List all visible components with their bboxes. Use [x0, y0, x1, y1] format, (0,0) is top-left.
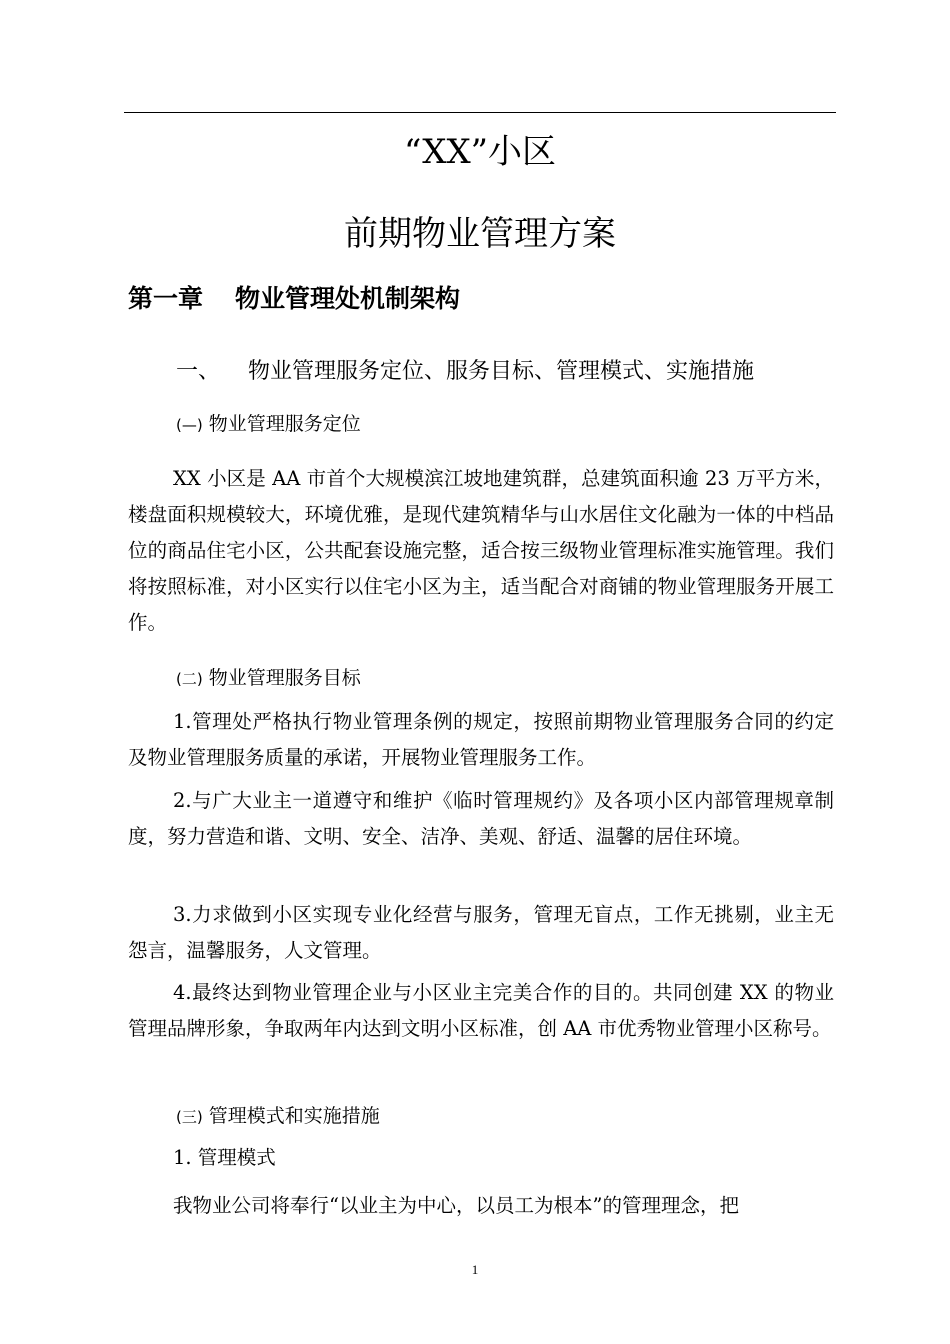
subsection-title: 管理模式和实施措施 — [208, 1105, 380, 1127]
section-title: 物业管理服务定位、服务目标、管理模式、实施措施 — [248, 359, 755, 384]
subsection-title: 物业管理服务目标 — [208, 667, 361, 689]
subsection-heading-3 — [176, 1103, 380, 1130]
subsection-heading-1 — [176, 411, 361, 438]
subsection-heading-2 — [176, 665, 361, 692]
document-title-line1: “XX”小区 — [403, 132, 557, 172]
chapter-title: 物业管理处机制架构 — [235, 284, 461, 313]
goal-item-4: 4.最终达到物业管理企业与小区业主完美合作的目的。共同创建 XX 的物业管理品牌形象，争取两年内达到文明小区标准，创 AA 市优秀物业管理小区称号。 — [128, 981, 834, 1040]
subsection-title: 物业管理服务定位 — [208, 413, 361, 435]
chapter-number: 第一章 — [128, 284, 204, 313]
document-title-line2: 前期物业管理方案 — [344, 214, 616, 254]
page-number: 1 — [471, 1262, 479, 1277]
goal-item-3: 3.力求做到小区实现专业化经营与服务，管理无盲点，工作无挑剔，业主无怨言，温馨服务，人文管理。 — [128, 903, 834, 962]
subsection-prefix: (二) — [176, 670, 203, 688]
goal-item-2: 2.与广大业主一道遵守和维护《临时管理规约》及各项小区内部管理规章制度，努力营造和谐、文明、安全、洁净、美观、舒适、温馨的居住环境。 — [128, 789, 834, 848]
item-management-mode: 1. 管理模式 — [173, 1146, 276, 1169]
section-heading — [176, 356, 754, 388]
goal-item-1: 1.管理处严格执行物业管理条例的规定，按照前期物业管理服务合同的约定及物业管理服务质量的承诺，开展物业管理服务工作。 — [128, 710, 834, 769]
paragraph-management-concept: 我物业公司将奉行“以业主为中心，以员工为根本”的管理理念，把 — [173, 1194, 739, 1217]
chapter-heading — [128, 282, 460, 316]
subsection-prefix: (三) — [176, 1108, 203, 1126]
subsection-prefix: (—) — [176, 416, 203, 434]
paragraph-positioning: XX 小区是 AA 市首个大规模滨江坡地建筑群，总建筑面积逾 23 万平方米，楼盘面积规模较大，环境优雅，是现代建筑精华与山水居住文化融为一体的中档品位的商品住宅小区，公共配套设施完整，适合按三级物业管理标准实施管理。我们将按照标准，对小区实行以住宅小区为主，适当配合对商铺的物业管理服务开展工作。 — [128, 467, 834, 634]
section-number: 一、 — [176, 359, 221, 384]
header-rule — [124, 112, 836, 113]
